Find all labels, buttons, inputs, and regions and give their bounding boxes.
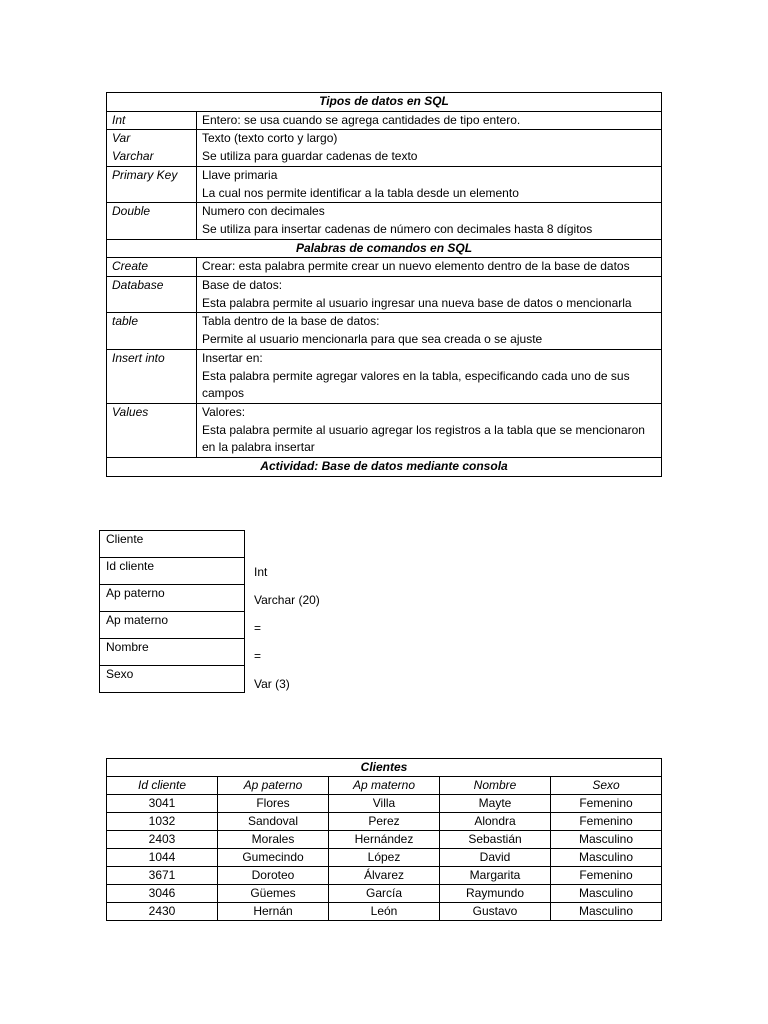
definition-line: Numero con decimales <box>202 204 325 219</box>
definition-term <box>107 277 197 313</box>
definition-text <box>197 111 662 130</box>
entity-row <box>100 558 245 585</box>
entity-row <box>100 612 245 639</box>
column-header: Sexo <box>551 777 662 795</box>
entity-field: Ap materno <box>100 612 245 639</box>
table-cell: 1032 <box>107 813 218 831</box>
clientes-title: Clientes <box>107 759 662 777</box>
table-cell: Hernán <box>218 903 329 921</box>
definition-line: Esta palabra permite al usuario ingresar una nueva base de datos o mencionarla <box>202 295 632 310</box>
definition-line: Esta palabra permite al usuario agregar los registros a la tabla que se mencionaron en la palabra insertar <box>202 422 645 455</box>
term-text: Double <box>112 204 151 219</box>
table-cell: Perez <box>329 813 440 831</box>
table-cell: Alondra <box>440 813 551 831</box>
definition-row <box>107 277 662 313</box>
definition-text <box>197 403 662 457</box>
definition-term <box>107 111 197 130</box>
entity-field: Sexo <box>100 666 245 693</box>
definition-text <box>197 130 662 166</box>
clientes-table <box>106 758 662 921</box>
entity-row <box>100 639 245 666</box>
field-type: Varchar (20) <box>254 593 320 607</box>
table-row <box>107 903 662 921</box>
sql-definitions-table <box>106 92 662 477</box>
column-header: Ap materno <box>329 777 440 795</box>
table-cell: Hernández <box>329 831 440 849</box>
table-cell: Sandoval <box>218 813 329 831</box>
section-data-types <box>107 93 662 112</box>
definition-line: Se utiliza para insertar cadenas de número con decimales hasta 8 dígitos <box>202 221 593 236</box>
table-cell: Masculino <box>551 885 662 903</box>
table-cell: 2403 <box>107 831 218 849</box>
definition-line: Se utiliza para guardar cadenas de texto <box>202 149 418 164</box>
table-cell: Villa <box>329 795 440 813</box>
definition-term <box>107 166 197 202</box>
field-type: Var (3) <box>254 677 290 691</box>
table-cell: 3041 <box>107 795 218 813</box>
definition-line: La cual nos permite identificar a la tabla desde un elemento <box>202 185 519 200</box>
definition-row <box>107 130 662 166</box>
definition-line: Texto (texto corto y largo) <box>202 131 338 146</box>
table-cell: 3671 <box>107 867 218 885</box>
table-cell: Femenino <box>551 813 662 831</box>
table-cell: Flores <box>218 795 329 813</box>
definition-text <box>197 313 662 349</box>
table-cell: Masculino <box>551 903 662 921</box>
definition-line: Crear: esta palabra permite crear un nuevo elemento dentro de la base de datos <box>202 259 630 274</box>
section-sql-commands-title: Palabras de comandos en SQL <box>107 239 662 258</box>
table-cell: 3046 <box>107 885 218 903</box>
table-cell: Sebastián <box>440 831 551 849</box>
table-cell: 2430 <box>107 903 218 921</box>
table-cell: Gustavo <box>440 903 551 921</box>
table-row <box>107 813 662 831</box>
section-data-types-title: Tipos de datos en SQL <box>107 93 662 112</box>
term-text: Int <box>112 112 126 127</box>
definition-line: Entero: se usa cuando se agrega cantidades de tipo entero. <box>202 112 521 127</box>
term-text: Values <box>112 404 149 419</box>
column-header: Nombre <box>440 777 551 795</box>
definition-line: Valores: <box>202 404 246 419</box>
table-cell: 1044 <box>107 849 218 867</box>
table-cell: Raymundo <box>440 885 551 903</box>
definition-term <box>107 349 197 403</box>
table-cell: Femenino <box>551 867 662 885</box>
definition-line: Esta palabra permite agregar valores en la tabla, especificando cada uno de sus campos <box>202 368 630 401</box>
section-activity-title: Actividad: Base de datos mediante consola <box>107 458 662 477</box>
definition-row <box>107 258 662 277</box>
field-type: Int <box>254 565 268 579</box>
table-row <box>107 795 662 813</box>
field-types-list <box>254 564 320 704</box>
column-header: Id cliente <box>107 777 218 795</box>
entity-field: Cliente <box>100 531 245 558</box>
definition-line: Base de datos: <box>202 278 283 293</box>
definition-term <box>107 258 197 277</box>
section-sql-commands <box>107 239 662 258</box>
table-row <box>107 831 662 849</box>
definition-term <box>107 130 197 166</box>
term-text: Database <box>112 278 164 293</box>
definition-line: Insertar en: <box>202 350 263 365</box>
field-type: = <box>254 649 262 663</box>
table-cell: Masculino <box>551 831 662 849</box>
definition-text <box>197 258 662 277</box>
table-cell: Masculino <box>551 849 662 867</box>
term-text: Varchar <box>112 149 154 164</box>
cliente-entity-table <box>99 530 245 693</box>
table-cell: García <box>329 885 440 903</box>
term-text: Create <box>112 259 149 274</box>
field-type: = <box>254 621 262 635</box>
definition-line: Llave primaria <box>202 167 278 182</box>
definition-term <box>107 313 197 349</box>
term-text: Primary Key <box>112 167 178 182</box>
entity-row <box>100 585 245 612</box>
column-header: Ap paterno <box>218 777 329 795</box>
table-cell: López <box>329 849 440 867</box>
definition-text <box>197 277 662 313</box>
table-cell: Gumecindo <box>218 849 329 867</box>
definition-text <box>197 349 662 403</box>
term-text: table <box>112 314 139 329</box>
definition-line: Permite al usuario mencionarla para que sea creada o se ajuste <box>202 332 543 347</box>
table-cell: Morales <box>218 831 329 849</box>
definition-term <box>107 403 197 457</box>
entity-row <box>100 666 245 693</box>
entity-field: Id cliente <box>100 558 245 585</box>
definition-line: Tabla dentro de la base de datos: <box>202 314 380 329</box>
table-cell: León <box>329 903 440 921</box>
definition-row <box>107 349 662 403</box>
term-text: Var <box>112 131 131 146</box>
definition-row <box>107 313 662 349</box>
entity-field: Nombre <box>100 639 245 666</box>
table-cell: Mayte <box>440 795 551 813</box>
definition-row <box>107 111 662 130</box>
definition-term <box>107 203 197 239</box>
table-row <box>107 885 662 903</box>
table-cell: Álvarez <box>329 867 440 885</box>
definition-row <box>107 203 662 239</box>
table-cell: Güemes <box>218 885 329 903</box>
table-cell: Doroteo <box>218 867 329 885</box>
definition-row <box>107 166 662 202</box>
table-row <box>107 867 662 885</box>
section-activity <box>107 458 662 477</box>
table-cell: Margarita <box>440 867 551 885</box>
entity-field: Ap paterno <box>100 585 245 612</box>
definition-row <box>107 403 662 457</box>
table-row <box>107 849 662 867</box>
table-cell: David <box>440 849 551 867</box>
term-text: Insert into <box>112 350 165 365</box>
table-cell: Femenino <box>551 795 662 813</box>
definition-text <box>197 203 662 239</box>
entity-row <box>100 531 245 558</box>
definition-text <box>197 166 662 202</box>
